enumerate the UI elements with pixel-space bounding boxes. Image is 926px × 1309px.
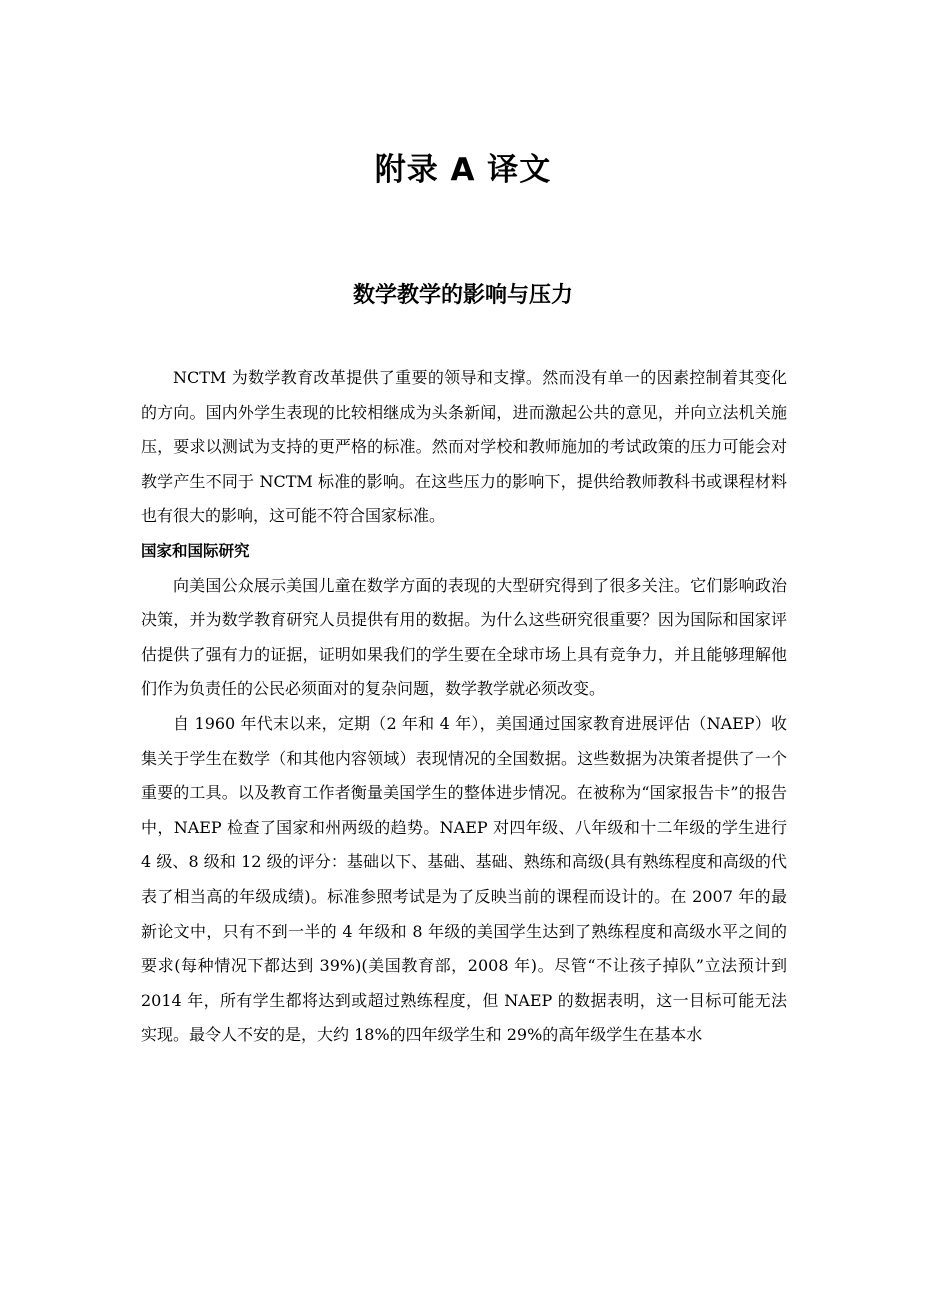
- section-paragraph: 向美国公众展示美国儿童在数学方面的表现的大型研究得到了很多关注。它们影响政治决策，并为数学教育研究人员提供有用的数据。为什么这些研究很重要？因为国际和国家评估提供了强有力的证据，证明如果我们的学生要在全球市场上具有竞争力，并且能够理解他们作为负责任的公民必须面对的复杂问题，数学教学就必须改变。: [141, 575, 787, 699]
- intro-paragraph: NCTM 为数学教育改革提供了重要的领导和支撑。然而没有单一的因素控制着其变化的方向。国内外学生表现的比较相继成为头条新闻，进而激起公共的意见，并向立法机关施压，要求以测试为支持的更严格的标准。然而对学校和教师施加的考试政策的压力可能会对教学产生不同于 NCTM 标准的影响。在这些压力的影响下，提供给教师教科书或课程材料也有很大的影响，这可能不符合国家标准。: [141, 368, 787, 526]
- article-title: 数学教学的影响与压力: [352, 283, 573, 308]
- document-body: [141, 361, 787, 1053]
- section-heading: 国家和国际研究: [141, 541, 250, 560]
- section-paragraph: 自 1960 年代末以来，定期（2 年和 4 年），美国通过国家教育进展评估（NAEP）收集关于学生在数学（和其他内容领域）表现情况的全国数据。这些数据为决策者提供了一个重要的工具。以及教育工作者衡量美国学生的整体进步情况。在被称为“国家报告卡”的报告中，NAEP 检查了国家和州两级的趋势。NAEP 对四年级、八年级和十二年级的学生进行 4 级、8 级和 12 级的评分：基础以下、基础、基础、熟练和高级(具有熟练程度和高级的代表了相当高的年级成绩)。标准参照考试是为了反映当前的课程而设计的。在 2007 年的最新论文中，只有不到一半的 4 年级和 8 年级的美国学生达到了熟练程度和高级水平之间的要求(每种情况下都达到 39%)(美国教育部，2008 年)。尽管“不让孩子掉队”立法预计到 2014 年，所有学生都将达到或超过熟练程度，但 NAEP 的数据表明，这一目标可能无法实现。最令人不安的是，大约 18%的四年级学生和 29%的高年级学生在基本水: [141, 713, 787, 1045]
- appendix-title: 附录 A 译文: [374, 152, 552, 188]
